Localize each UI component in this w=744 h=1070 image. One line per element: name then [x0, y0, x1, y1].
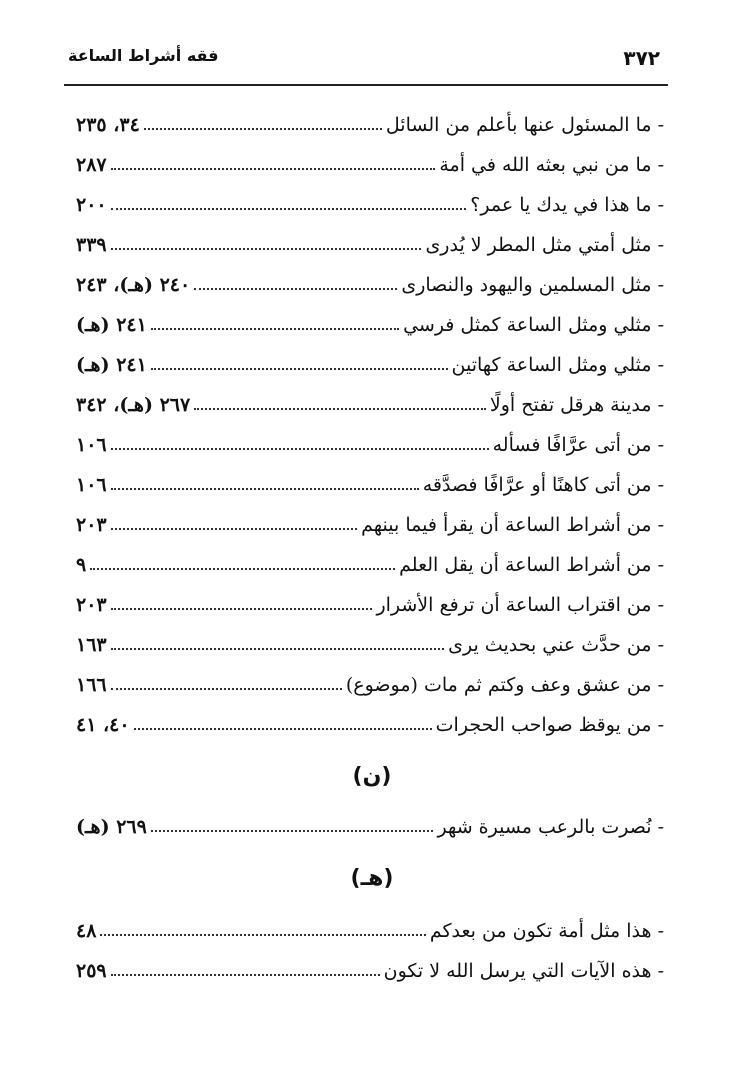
entry-pages: ٢٦٩ (هـ)	[76, 816, 147, 838]
dot-leader	[151, 328, 399, 330]
entry-text: - ما من نبي بعثه الله في أمة	[439, 154, 664, 176]
entry-text: - مثلي ومثل الساعة كمثل فرسي	[403, 314, 664, 336]
entry-pages: ١٦٦	[76, 674, 107, 696]
entry-pages: ٢٠٣	[76, 514, 107, 536]
dot-leader	[194, 408, 486, 410]
dot-leader	[111, 688, 342, 690]
dot-leader	[90, 568, 395, 570]
index-entry	[76, 810, 664, 844]
entry-pages: ٣٤، ٢٣٥	[76, 114, 140, 136]
dot-leader	[144, 128, 382, 130]
entry-pages: ١٠٦	[76, 474, 107, 496]
dot-leader	[194, 288, 397, 290]
index-entry	[76, 628, 664, 662]
entry-text: - ما المسئول عنها بأعلم من السائل	[385, 114, 664, 136]
entry-text: - من أتى كاهنًا أو عرَّافًا فصدَّقه	[422, 474, 664, 496]
section-heading-ha: (هـ)	[350, 866, 394, 891]
index-entry	[76, 428, 664, 462]
dot-leader	[111, 488, 419, 490]
index-entry	[76, 508, 664, 542]
dot-leader	[111, 208, 467, 210]
index-entry	[76, 268, 664, 302]
entry-text: - هذه الآيات التي يرسل الله لا تكون	[383, 960, 664, 982]
header-rule	[64, 84, 668, 86]
index-entry	[76, 668, 664, 702]
entry-text: - من أشراط الساعة أن يقل العلم	[399, 554, 664, 576]
entry-pages: ٢٤٠ (هـ)، ٢٤٣	[76, 274, 191, 296]
section-heading-nun: (ن)	[352, 764, 392, 789]
entry-text: - هذا مثل أمة تكون من بعدكم	[429, 920, 664, 942]
entry-pages: ٢٨٧	[76, 154, 107, 176]
entry-pages: ٩	[76, 554, 87, 576]
entry-pages: ١٠٦	[76, 434, 107, 456]
index-entry	[76, 108, 664, 142]
index-entry	[76, 308, 664, 342]
index-entry	[76, 588, 664, 622]
dot-leader	[151, 830, 434, 832]
entry-text: - نُصرت بالرعب مسيرة شهر	[437, 816, 664, 838]
index-entry	[76, 468, 664, 502]
entry-text: - من أتى عرَّافًا فسأله	[492, 434, 664, 456]
entry-text: - مثل المسلمين واليهود والنصارى	[401, 274, 664, 296]
dot-leader	[111, 528, 358, 530]
entry-pages: ٣٣٩	[76, 234, 107, 256]
entry-text: - مثلي ومثل الساعة كهاتين	[451, 354, 664, 376]
entry-pages: ٢٤١ (هـ)	[76, 354, 147, 376]
entry-pages: ٢٥٩	[76, 960, 107, 982]
dot-leader	[111, 168, 436, 170]
index-entry	[76, 188, 664, 222]
dot-leader	[111, 448, 489, 450]
page-header	[64, 44, 666, 84]
entry-text: - من حدَّث عني بحديث يرى	[448, 634, 664, 656]
entry-text: - مدينة هرقل تفتح أولًا	[489, 394, 664, 416]
entry-text: - من أشراط الساعة أن يقرأ فيما بينهم	[361, 514, 664, 536]
index-entry	[76, 708, 664, 742]
entry-pages: ١٦٣	[76, 634, 107, 656]
entry-text: - من اقتراب الساعة أن ترفع الأشرار	[376, 594, 664, 616]
dot-leader	[151, 368, 448, 370]
entry-pages: ٢٠٠	[76, 194, 107, 216]
entry-text: - مثل أمتي مثل المطر لا يُدرى	[425, 234, 664, 256]
dot-leader	[111, 248, 422, 250]
index-entry	[76, 228, 664, 262]
index-entry	[76, 148, 664, 182]
index-entry	[76, 548, 664, 582]
running-title: فقه أشراط الساعة	[68, 46, 219, 65]
entry-pages: ٢٠٣	[76, 594, 107, 616]
entry-pages: ٤٠، ٤١	[76, 714, 130, 736]
entry-text: - من يوقظ صواحب الحجرات	[435, 714, 664, 736]
index-entry	[76, 954, 664, 988]
dot-leader	[111, 974, 380, 976]
dot-leader	[134, 728, 432, 730]
page-number: ٣٧٢	[623, 46, 660, 70]
entry-pages: ٢٦٧ (هـ)، ٣٤٢	[76, 394, 191, 416]
dot-leader	[100, 934, 425, 936]
dot-leader	[111, 648, 444, 650]
index-entry	[76, 348, 664, 382]
index-entry	[76, 914, 664, 948]
entry-pages: ٢٤١ (هـ)	[76, 314, 147, 336]
index-entry	[76, 388, 664, 422]
entry-pages: ٤٨	[76, 920, 97, 942]
entry-text: - ما هذا في يدك يا عمر؟	[470, 194, 664, 216]
dot-leader	[111, 608, 373, 610]
entry-text: - من عشق وعف وكتم ثم مات (موضوع)	[345, 674, 664, 696]
